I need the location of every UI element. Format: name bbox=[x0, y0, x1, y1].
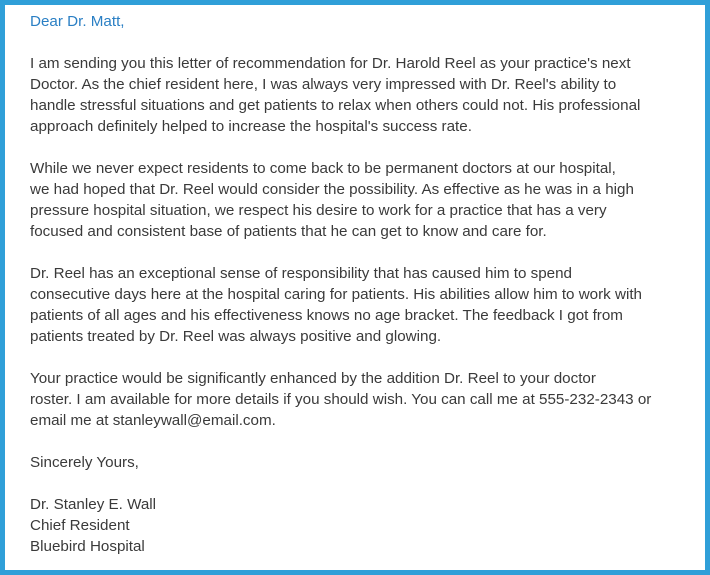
paragraph-line: email me at stanleywall@email.com. bbox=[30, 412, 276, 429]
paragraph-line: consecutive days here at the hospital caring for patients. His abilities allow him to work with bbox=[30, 286, 643, 303]
paragraph-line: approach definitely helped to increase the hospital's success rate. bbox=[30, 118, 472, 135]
paragraph-line: we had hoped that Dr. Reel would consider the possibility. As effective as he was in a high bbox=[30, 181, 634, 198]
paragraph-line: I am sending you this letter of recommendation for Dr. Harold Reel as your practice's next bbox=[30, 55, 631, 72]
paragraph-line: Doctor. As the chief resident here, I was always very impressed with Dr. Reel's ability to bbox=[30, 76, 617, 93]
signature-title: Chief Resident bbox=[30, 517, 130, 534]
paragraph-line: Dr. Reel has an exceptional sense of responsibility that has caused him to spend bbox=[30, 265, 573, 282]
paragraph-intro bbox=[30, 53, 685, 137]
paragraph-line: patients of all ages and his effectiveness knows no age bracket. The feedback I got from bbox=[30, 307, 623, 324]
paragraph-line: While we never expect residents to come back to be permanent doctors at our hospital, bbox=[30, 160, 616, 177]
paragraph-line: Your practice would be significantly enhanced by the addition Dr. Reel to your doctor bbox=[30, 370, 596, 387]
paragraph-line: patients treated by Dr. Reel was always positive and glowing. bbox=[30, 328, 442, 345]
paragraph-contact bbox=[30, 368, 685, 431]
signature-block bbox=[30, 494, 685, 557]
closing: Sincerely Yours, bbox=[30, 454, 139, 471]
paragraph-line: pressure hospital situation, we respect his desire to work for a practice that has a very bbox=[30, 202, 607, 219]
paragraph-line: handle stressful situations and get patients to relax when others could not. His professional bbox=[30, 97, 641, 114]
paragraph-line: focused and consistent base of patients that he can get to know and care for. bbox=[30, 223, 547, 240]
paragraph-hopes bbox=[30, 158, 685, 242]
paragraph-line: roster. I am available for more details if you should wish. You can call me at 555-232-2343 or bbox=[30, 391, 652, 408]
signature-organization: Bluebird Hospital bbox=[30, 538, 145, 555]
greeting: Dear Dr. Matt, bbox=[30, 13, 125, 30]
paragraph-responsibility bbox=[30, 263, 685, 347]
signature-name: Dr. Stanley E. Wall bbox=[30, 496, 157, 513]
